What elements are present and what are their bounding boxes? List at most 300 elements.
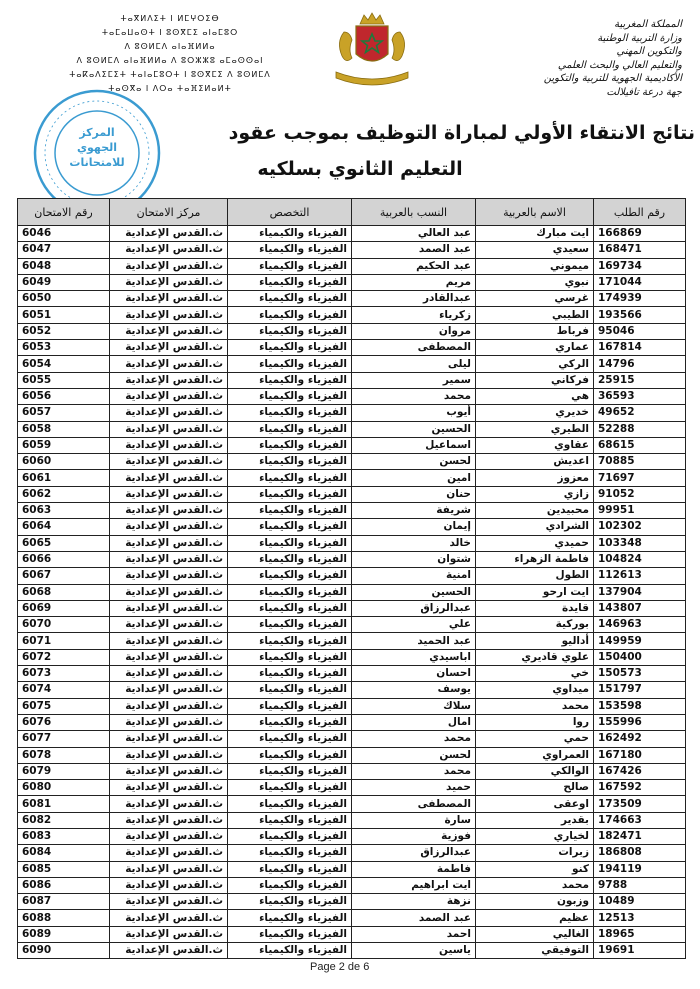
cell-exam-center: ث.القدس الإعدادية — [110, 568, 228, 584]
cell-exam-number: 6075 — [18, 698, 110, 714]
cell-exam-center: ث.القدس الإعدادية — [110, 291, 228, 307]
table-row — [18, 470, 686, 486]
cell-exam-number: 6089 — [18, 926, 110, 942]
cell-exam-number: 6048 — [18, 258, 110, 274]
tifinagh-line: ⴷ ⵓⵙⵍⵎⴷ ⴰⵏⴰⴼⵍⵍⴰ ⴷ ⵓⵔⵣⵣⵓ ⴰⵎⴰⵙⵙⴰⵏ — [76, 56, 264, 65]
cell-specialty: الفيزياء والكيمياء — [228, 405, 352, 421]
cell-specialty: الفيزياء والكيمياء — [228, 910, 352, 926]
cell-exam-number: 6063 — [18, 503, 110, 519]
cell-first-name: فركاني — [476, 372, 594, 388]
cell-request-number: 168471 — [594, 242, 686, 258]
table-row — [18, 666, 686, 682]
cell-family-name: يوسف — [352, 682, 476, 698]
header-request-number: رقم الطلب — [594, 199, 686, 226]
cell-first-name: حميدي — [476, 535, 594, 551]
header-tifinagh — [25, 12, 315, 96]
cell-exam-number: 6049 — [18, 274, 110, 290]
cell-exam-center: ث.القدس الإعدادية — [110, 470, 228, 486]
cell-request-number: 166869 — [594, 226, 686, 242]
cell-first-name: فرباط — [476, 323, 594, 339]
cell-request-number: 169734 — [594, 258, 686, 274]
table-row — [18, 861, 686, 877]
arabic-header-line: جهة درعة تافيلالت — [606, 86, 682, 98]
table-row — [18, 242, 686, 258]
header-arabic — [427, 18, 682, 99]
header-specialty: التخصص — [228, 199, 352, 226]
cell-specialty: الفيزياء والكيمياء — [228, 568, 352, 584]
cell-family-name: لحسن — [352, 454, 476, 470]
cell-exam-number: 6046 — [18, 226, 110, 242]
table-row — [18, 323, 686, 339]
table-row — [18, 421, 686, 437]
cell-family-name: عبد الحكيم — [352, 258, 476, 274]
cell-exam-number: 6062 — [18, 486, 110, 502]
cell-exam-number: 6076 — [18, 714, 110, 730]
cell-first-name: محبيدين — [476, 503, 594, 519]
cell-first-name: بوركية — [476, 617, 594, 633]
cell-first-name: روا — [476, 714, 594, 730]
table-row — [18, 943, 686, 959]
cell-exam-number: 6086 — [18, 877, 110, 893]
cell-exam-number: 6082 — [18, 812, 110, 828]
cell-first-name: فاطمة الزهراء — [476, 551, 594, 567]
cell-family-name: فوزية — [352, 828, 476, 844]
cell-specialty: الفيزياء والكيمياء — [228, 551, 352, 567]
cell-exam-center: ث.القدس الإعدادية — [110, 780, 228, 796]
cell-specialty: الفيزياء والكيمياء — [228, 454, 352, 470]
cell-first-name: بقدير — [476, 812, 594, 828]
cell-specialty: الفيزياء والكيمياء — [228, 519, 352, 535]
cell-request-number: 70885 — [594, 454, 686, 470]
cell-exam-center: ث.القدس الإعدادية — [110, 372, 228, 388]
cell-specialty: الفيزياء والكيمياء — [228, 226, 352, 242]
cell-family-name: عبدالقادر — [352, 291, 476, 307]
table-row — [18, 340, 686, 356]
cell-exam-center: ث.القدس الإعدادية — [110, 258, 228, 274]
cell-family-name: شتوان — [352, 551, 476, 567]
header-first-name: الاسم بالعربية — [476, 199, 594, 226]
cell-family-name: نزهة — [352, 894, 476, 910]
results-table — [17, 198, 686, 959]
table-body — [18, 226, 686, 959]
table-row — [18, 600, 686, 616]
cell-specialty: الفيزياء والكيمياء — [228, 926, 352, 942]
cell-first-name: الطيبي — [476, 307, 594, 323]
cell-exam-center: ث.القدس الإعدادية — [110, 356, 228, 372]
cell-first-name: عظيم — [476, 910, 594, 926]
cell-exam-center: ث.القدس الإعدادية — [110, 812, 228, 828]
cell-first-name: الطول — [476, 568, 594, 584]
table-row — [18, 356, 686, 372]
cell-exam-number: 6090 — [18, 943, 110, 959]
cell-exam-center: ث.القدس الإعدادية — [110, 894, 228, 910]
cell-request-number: 52288 — [594, 421, 686, 437]
table-row — [18, 486, 686, 502]
cell-first-name: التوفيقي — [476, 943, 594, 959]
cell-family-name: سلاك — [352, 698, 476, 714]
table-row — [18, 568, 686, 584]
table-row — [18, 372, 686, 388]
cell-family-name: ياسين — [352, 943, 476, 959]
cell-request-number: 10489 — [594, 894, 686, 910]
cell-first-name: هي — [476, 388, 594, 404]
table-row — [18, 307, 686, 323]
cell-request-number: 25915 — [594, 372, 686, 388]
cell-first-name: خي — [476, 666, 594, 682]
cell-exam-number: 6053 — [18, 340, 110, 356]
cell-first-name: ايت ارحو — [476, 584, 594, 600]
cell-exam-center: ث.القدس الإعدادية — [110, 666, 228, 682]
cell-first-name: صالح — [476, 780, 594, 796]
cell-exam-number: 6054 — [18, 356, 110, 372]
cell-family-name: سمير — [352, 372, 476, 388]
cell-family-name: زكرياء — [352, 307, 476, 323]
table-row — [18, 698, 686, 714]
cell-specialty: الفيزياء والكيمياء — [228, 291, 352, 307]
cell-exam-center: ث.القدس الإعدادية — [110, 584, 228, 600]
cell-exam-center: ث.القدس الإعدادية — [110, 731, 228, 747]
cell-first-name: اعديش — [476, 454, 594, 470]
cell-specialty: الفيزياء والكيمياء — [228, 698, 352, 714]
table-row — [18, 682, 686, 698]
tifinagh-line: ⵜⴰⵎⴰⵡⴰⵙⵜ ⵏ ⵓⵙⴳⵎⵉ ⴰⵏⴰⵎⵓⵔ — [101, 28, 239, 37]
table-row — [18, 926, 686, 942]
cell-family-name: شريفة — [352, 503, 476, 519]
cell-request-number: 194119 — [594, 861, 686, 877]
cell-specialty: الفيزياء والكيمياء — [228, 894, 352, 910]
cell-family-name: فاطمة — [352, 861, 476, 877]
tifinagh-line: ⵜⴰⵙⴳⴰ ⵏ ⴷⵔⴰ ⵜⴰⴼⵉⵍⴰⵍⵜ — [108, 84, 232, 93]
cell-exam-number: 6088 — [18, 910, 110, 926]
tifinagh-line: ⵜⴰⴳⵍⴷⵉⵜ ⵏ ⵍⵎⵖⵔⵉⴱ — [120, 14, 220, 23]
cell-exam-center: ث.القدس الإعدادية — [110, 845, 228, 861]
cell-request-number: 91052 — [594, 486, 686, 502]
cell-family-name: اباسيدي — [352, 649, 476, 665]
cell-request-number: 14796 — [594, 356, 686, 372]
cell-exam-center: ث.القدس الإعدادية — [110, 503, 228, 519]
cell-family-name: مروان — [352, 323, 476, 339]
cell-request-number: 95046 — [594, 323, 686, 339]
cell-first-name: أداليو — [476, 633, 594, 649]
cell-exam-center: ث.القدس الإعدادية — [110, 551, 228, 567]
arabic-header-line: وزارة التربية الوطنية — [597, 32, 682, 44]
cell-exam-center: ث.القدس الإعدادية — [110, 926, 228, 942]
cell-first-name: محمد — [476, 698, 594, 714]
cell-family-name: حميد — [352, 780, 476, 796]
cell-exam-number: 6071 — [18, 633, 110, 649]
cell-request-number: 162492 — [594, 731, 686, 747]
cell-exam-number: 6078 — [18, 747, 110, 763]
page-subtitle: التعليم الثانوي بسلكيه — [257, 158, 463, 180]
table-row — [18, 274, 686, 290]
cell-first-name: عقاوي — [476, 437, 594, 453]
cell-specialty: الفيزياء والكيمياء — [228, 584, 352, 600]
cell-family-name: امنية — [352, 568, 476, 584]
cell-specialty: الفيزياء والكيمياء — [228, 682, 352, 698]
cell-request-number: 49652 — [594, 405, 686, 421]
cell-exam-center: ث.القدس الإعدادية — [110, 600, 228, 616]
cell-exam-number: 6085 — [18, 861, 110, 877]
table-row — [18, 617, 686, 633]
cell-request-number: 9788 — [594, 877, 686, 893]
table-row — [18, 405, 686, 421]
cell-first-name: عماري — [476, 340, 594, 356]
cell-request-number: 173509 — [594, 796, 686, 812]
cell-exam-number: 6050 — [18, 291, 110, 307]
cell-specialty: الفيزياء والكيمياء — [228, 486, 352, 502]
cell-first-name: اوعقى — [476, 796, 594, 812]
stamp-line: المركز — [79, 126, 115, 139]
cell-request-number: 167180 — [594, 747, 686, 763]
cell-exam-center: ث.القدس الإعدادية — [110, 519, 228, 535]
cell-request-number: 18965 — [594, 926, 686, 942]
cell-exam-center: ث.القدس الإعدادية — [110, 405, 228, 421]
cell-exam-number: 6060 — [18, 454, 110, 470]
table-row — [18, 731, 686, 747]
cell-request-number: 143807 — [594, 600, 686, 616]
cell-exam-center: ث.القدس الإعدادية — [110, 943, 228, 959]
cell-exam-number: 6066 — [18, 551, 110, 567]
cell-request-number: 103348 — [594, 535, 686, 551]
cell-request-number: 153598 — [594, 698, 686, 714]
cell-request-number: 99951 — [594, 503, 686, 519]
cell-exam-number: 6081 — [18, 796, 110, 812]
cell-request-number: 174663 — [594, 812, 686, 828]
cell-exam-center: ث.القدس الإعدادية — [110, 454, 228, 470]
cell-family-name: خالد — [352, 535, 476, 551]
table-row — [18, 910, 686, 926]
arabic-header-line: والتكوين المهني — [616, 46, 682, 57]
cell-exam-number: 6079 — [18, 763, 110, 779]
cell-request-number: 71697 — [594, 470, 686, 486]
cell-request-number: 150573 — [594, 666, 686, 682]
cell-family-name: اسماعيل — [352, 437, 476, 453]
cell-specialty: الفيزياء والكيمياء — [228, 828, 352, 844]
cell-exam-number: 6087 — [18, 894, 110, 910]
cell-family-name: احسان — [352, 666, 476, 682]
cell-request-number: 102302 — [594, 519, 686, 535]
cell-specialty: الفيزياء والكيمياء — [228, 747, 352, 763]
cell-exam-number: 6083 — [18, 828, 110, 844]
arabic-header-line: والتعليم العالي والبحث العلمي — [557, 59, 682, 71]
cell-specialty: الفيزياء والكيمياء — [228, 649, 352, 665]
cell-first-name: خديري — [476, 405, 594, 421]
header-family-name: النسب بالعربية — [352, 199, 476, 226]
cell-family-name: المصطفى — [352, 796, 476, 812]
cell-first-name: ميموني — [476, 258, 594, 274]
cell-family-name: إيمان — [352, 519, 476, 535]
cell-request-number: 149959 — [594, 633, 686, 649]
cell-request-number: 167814 — [594, 340, 686, 356]
stamp-line: للامتحانات — [69, 156, 125, 169]
cell-family-name: أيوب — [352, 405, 476, 421]
cell-family-name: محمد — [352, 388, 476, 404]
cell-request-number: 171044 — [594, 274, 686, 290]
table-row — [18, 780, 686, 796]
cell-family-name: عبدالرزاق — [352, 600, 476, 616]
table-row — [18, 551, 686, 567]
cell-exam-number: 6065 — [18, 535, 110, 551]
cell-exam-number: 6074 — [18, 682, 110, 698]
cell-request-number: 167426 — [594, 763, 686, 779]
cell-exam-number: 6064 — [18, 519, 110, 535]
table-row — [18, 633, 686, 649]
cell-exam-center: ث.القدس الإعدادية — [110, 535, 228, 551]
cell-request-number: 193566 — [594, 307, 686, 323]
table-row — [18, 503, 686, 519]
cell-request-number: 104824 — [594, 551, 686, 567]
cell-specialty: الفيزياء والكيمياء — [228, 666, 352, 682]
cell-exam-number: 6072 — [18, 649, 110, 665]
cell-exam-center: ث.القدس الإعدادية — [110, 714, 228, 730]
cell-specialty: الفيزياء والكيمياء — [228, 258, 352, 274]
cell-exam-number: 6055 — [18, 372, 110, 388]
cell-exam-number: 6077 — [18, 731, 110, 747]
cell-request-number: 19691 — [594, 943, 686, 959]
cell-exam-center: ث.القدس الإعدادية — [110, 226, 228, 242]
cell-family-name: محمد — [352, 731, 476, 747]
cell-specialty: الفيزياء والكيمياء — [228, 470, 352, 486]
cell-exam-center: ث.القدس الإعدادية — [110, 910, 228, 926]
cell-first-name: سعيدي — [476, 242, 594, 258]
cell-specialty: الفيزياء والكيمياء — [228, 877, 352, 893]
tifinagh-line: ⴷ ⵓⵙⵍⵎⴷ ⴰⵏⴰⴼⵍⵍⴰ — [124, 42, 216, 51]
cell-family-name: سارة — [352, 812, 476, 828]
cell-family-name: المصطفى — [352, 340, 476, 356]
cell-first-name: معزوز — [476, 470, 594, 486]
arabic-header-line: المملكة المغربية — [614, 19, 682, 30]
cell-specialty: الفيزياء والكيمياء — [228, 796, 352, 812]
cell-specialty: الفيزياء والكيمياء — [228, 812, 352, 828]
cell-family-name: مريم — [352, 274, 476, 290]
cell-first-name: الركي — [476, 356, 594, 372]
cell-exam-center: ث.القدس الإعدادية — [110, 633, 228, 649]
table-row — [18, 796, 686, 812]
page-title: نتائج الانتقاء الأولي لمباراة التوظيف بموجب عقود — [228, 122, 695, 144]
cell-specialty: الفيزياء والكيمياء — [228, 323, 352, 339]
cell-exam-center: ث.القدس الإعدادية — [110, 323, 228, 339]
cell-exam-center: ث.القدس الإعدادية — [110, 763, 228, 779]
cell-exam-center: ث.القدس الإعدادية — [110, 486, 228, 502]
cell-specialty: الفيزياء والكيمياء — [228, 437, 352, 453]
cell-specialty: الفيزياء والكيمياء — [228, 600, 352, 616]
cell-specialty: الفيزياء والكيمياء — [228, 763, 352, 779]
cell-family-name: علي — [352, 617, 476, 633]
cell-first-name: الطيري — [476, 421, 594, 437]
cell-first-name: وزبون — [476, 894, 594, 910]
tifinagh-line: ⵜⴰⴽⴰⴷⵉⵎⵉⵜ ⵜⴰⵏⴰⵎⵓⵔⵜ ⵏ ⵓⵙⴳⵎⵉ ⴷ ⵓⵙⵍⵎⴷ — [69, 70, 271, 79]
table-row — [18, 258, 686, 274]
cell-specialty: الفيزياء والكيمياء — [228, 340, 352, 356]
cell-specialty: الفيزياء والكيمياء — [228, 617, 352, 633]
cell-specialty: الفيزياء والكيمياء — [228, 535, 352, 551]
cell-specialty: الفيزياء والكيمياء — [228, 503, 352, 519]
cell-exam-number: 6061 — [18, 470, 110, 486]
cell-specialty: الفيزياء والكيمياء — [228, 372, 352, 388]
cell-family-name: امال — [352, 714, 476, 730]
header-exam-center: مركز الامتحان — [110, 199, 228, 226]
page-number: Page 2 de 6 — [310, 961, 370, 973]
cell-exam-center: ث.القدس الإعدادية — [110, 242, 228, 258]
royal-coat-of-arms-icon — [312, 10, 432, 88]
cell-exam-center: ث.القدس الإعدادية — [110, 274, 228, 290]
cell-request-number: 36593 — [594, 388, 686, 404]
cell-first-name: زازي — [476, 486, 594, 502]
cell-specialty: الفيزياء والكيمياء — [228, 356, 352, 372]
table-row — [18, 714, 686, 730]
cell-exam-number: 6067 — [18, 568, 110, 584]
table-row — [18, 649, 686, 665]
stamp-text — [32, 125, 162, 170]
cell-family-name: عبد الصمد — [352, 242, 476, 258]
table-row — [18, 454, 686, 470]
cell-exam-center: ث.القدس الإعدادية — [110, 747, 228, 763]
cell-exam-number: 6073 — [18, 666, 110, 682]
table-row — [18, 812, 686, 828]
cell-first-name: غرسي — [476, 291, 594, 307]
cell-first-name: الوالكي — [476, 763, 594, 779]
cell-exam-number: 6084 — [18, 845, 110, 861]
cell-exam-number: 6069 — [18, 600, 110, 616]
cell-first-name: الشرادي — [476, 519, 594, 535]
cell-family-name: عبد العالي — [352, 226, 476, 242]
cell-family-name: عبد الحميد — [352, 633, 476, 649]
cell-request-number: 150400 — [594, 649, 686, 665]
cell-first-name: حمي — [476, 731, 594, 747]
cell-request-number: 155996 — [594, 714, 686, 730]
cell-exam-center: ث.القدس الإعدادية — [110, 861, 228, 877]
cell-first-name: زبرات — [476, 845, 594, 861]
cell-family-name: ليلى — [352, 356, 476, 372]
cell-first-name: العمراوي — [476, 747, 594, 763]
cell-request-number: 186808 — [594, 845, 686, 861]
cell-request-number: 174939 — [594, 291, 686, 307]
cell-exam-number: 6057 — [18, 405, 110, 421]
cell-specialty: الفيزياء والكيمياء — [228, 307, 352, 323]
table-row — [18, 763, 686, 779]
cell-exam-number: 6068 — [18, 584, 110, 600]
cell-exam-number: 6047 — [18, 242, 110, 258]
cell-specialty: الفيزياء والكيمياء — [228, 421, 352, 437]
table-row — [18, 519, 686, 535]
cell-first-name: محمد — [476, 877, 594, 893]
cell-first-name: لخياري — [476, 828, 594, 844]
table-header-row — [18, 199, 686, 226]
cell-request-number: 68615 — [594, 437, 686, 453]
cell-request-number: 182471 — [594, 828, 686, 844]
cell-exam-number: 6058 — [18, 421, 110, 437]
cell-family-name: لحسن — [352, 747, 476, 763]
cell-family-name: عبد الصمد — [352, 910, 476, 926]
table-row — [18, 894, 686, 910]
cell-specialty: الفيزياء والكيمياء — [228, 633, 352, 649]
cell-request-number: 167592 — [594, 780, 686, 796]
cell-family-name: احمد — [352, 926, 476, 942]
cell-specialty: الفيزياء والكيمياء — [228, 845, 352, 861]
cell-first-name: علوي قاديري — [476, 649, 594, 665]
cell-exam-number: 6052 — [18, 323, 110, 339]
cell-exam-center: ث.القدس الإعدادية — [110, 340, 228, 356]
cell-request-number: 112613 — [594, 568, 686, 584]
cell-specialty: الفيزياء والكيمياء — [228, 780, 352, 796]
cell-specialty: الفيزياء والكيمياء — [228, 714, 352, 730]
cell-specialty: الفيزياء والكيمياء — [228, 943, 352, 959]
cell-specialty: الفيزياء والكيمياء — [228, 242, 352, 258]
table-row — [18, 877, 686, 893]
cell-exam-center: ث.القدس الإعدادية — [110, 617, 228, 633]
cell-exam-center: ث.القدس الإعدادية — [110, 437, 228, 453]
cell-request-number: 137904 — [594, 584, 686, 600]
